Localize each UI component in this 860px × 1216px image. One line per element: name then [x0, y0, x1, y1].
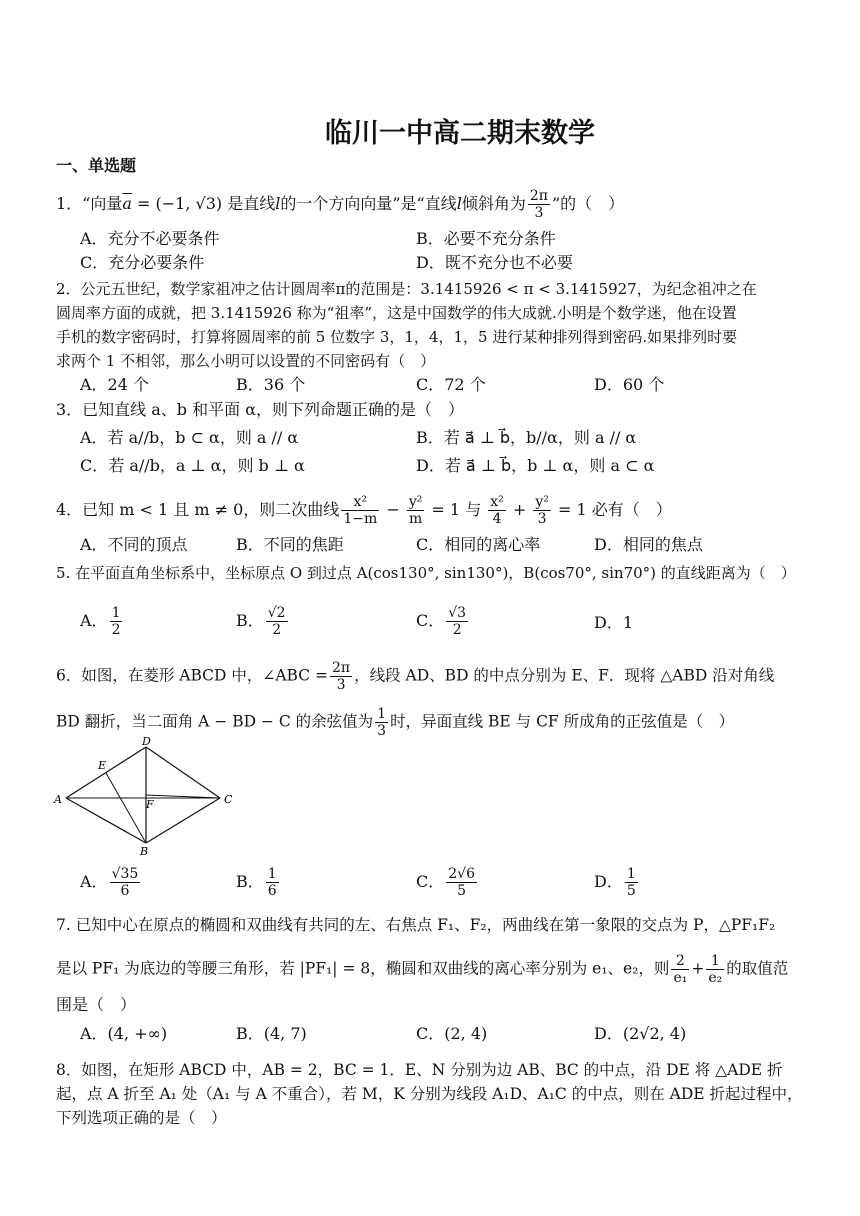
- q7-frac-1: $\frac{2}{\text{e₁}}$: [673, 953, 688, 986]
- q6-option-b: B． $\frac{1}{6}$: [236, 866, 277, 899]
- q3-stem: 3．已知直线 a、b 和平面 α，则下列命题正确的是（ ）: [56, 400, 465, 419]
- edge-dc: [146, 747, 220, 798]
- q6-line2-pre: BD 翻折，当二面角 A − BD − C 的余弦值为: [56, 712, 374, 731]
- q1-eq: = (−1, √3) 是直线: [131, 194, 276, 213]
- q1-option-d: D．既不充分也不必要: [416, 253, 573, 272]
- q1-option-b: B．必要不充分条件: [416, 229, 556, 248]
- q7-line-2: [56, 953, 788, 986]
- q6-line2-post: 时，异面直线 BE 与 CF 所成角的正弦值是（ ）: [390, 712, 735, 731]
- q2-line-2: 圆周率方面的成就，把 3.1415926 称为“祖率”，这是中国数学的伟大成就.小明是个数学迷，他在设置: [56, 304, 737, 322]
- q7-line-3: 围是（ ）: [56, 995, 137, 1014]
- q8-line-3: 下列选项正确的是（ ）: [56, 1109, 227, 1127]
- q4-frac-4: $\frac{\text{y²}}{3}$: [535, 494, 549, 527]
- q1-line-l-2: l: [456, 194, 462, 213]
- q6-option-a: A． $\frac{√35}{6}$: [80, 866, 139, 899]
- q2-option-d: D．60 个: [594, 375, 665, 394]
- label-d: D: [142, 735, 151, 748]
- q2-option-b: B．36 个: [236, 375, 306, 394]
- rhombus-figure: [50, 735, 250, 860]
- q6-post: ，线段 AD、BD 的中点分别为 E、F．现将 △ABD 沿对角线: [354, 666, 775, 685]
- q2-option-c: C．72 个: [416, 375, 486, 394]
- label-f: F: [146, 798, 154, 811]
- q4-post: = 1 必有（ ）: [552, 500, 672, 519]
- q8-line-2: 起，点 A 折至 A₁ 处（A₁ 与 A 不重合），若 M，K 分别为线段 A₁D、A₁C 的中点，则在 ADE 折起过程中，: [56, 1085, 803, 1103]
- q7-line2-pre: 是以 PF₁ 为底边的等腰三角形，若 |PF₁| = 8，椭圆和双曲线的离心率分别为 e₁、e₂，则: [56, 959, 670, 978]
- q4-plus: +: [507, 500, 532, 519]
- q5-option-b: B． $\frac{√2}{2}$: [236, 605, 286, 638]
- q7-line2-post: 的取值范: [726, 959, 789, 978]
- q4-stem: [56, 494, 672, 527]
- page-title: 临川一中高二期末数学: [325, 118, 595, 149]
- q7-option-c: C．(2, 4): [416, 1024, 488, 1043]
- q6-option-d: D． $\frac{1}{5}$: [594, 866, 636, 899]
- q7-line-1: 7. 已知中心在原点的椭圆和双曲线有共同的左、右焦点 F₁、F₂，两曲线在第一象限的交点为 P，△PF₁F₂: [56, 916, 776, 934]
- q8-line-1: 8．如图，在矩形 ABCD 中，AB = 2，BC = 1．E、N 分别为边 AB、BC 的中点，沿 DE 将 △ADE 折: [56, 1061, 783, 1079]
- q1-option-a: A．充分不必要条件: [80, 229, 220, 248]
- q1-line-l: l: [275, 194, 281, 213]
- q6-pre: 6．如图，在菱形 ABCD 中，∠ABC =: [56, 666, 329, 685]
- q7-option-d: D．(2√2, 4): [594, 1024, 687, 1043]
- label-c: C: [224, 793, 233, 806]
- label-b: B: [140, 845, 149, 858]
- q6-frac: $\frac{2\pi}{3}$: [332, 660, 351, 693]
- q2-line-3: 手机的数字密码时，打算将圆周率的前 5 位数字 3，1，4，1，5 进行某种排列得到密码.如果排列时要: [56, 328, 738, 346]
- label-e: E: [98, 759, 107, 772]
- q6-stem-line-1: [56, 660, 774, 693]
- q3-option-c: C．若 a//b，a ⊥ α，则 b ⊥ α: [80, 456, 305, 475]
- q3-option-b: B．若 a⃗ ⊥ b⃗，b//α，则 a // α: [416, 428, 637, 447]
- q5-stem: 5. 在平面直角坐标系中，坐标原点 O 到过点 A(cos130°, sin130°)，B(cos70°, sin70°) 的直线距离为（ ）: [56, 564, 796, 582]
- q4-option-c: C．相同的离心率: [416, 535, 541, 554]
- q5-option-d: D．1: [594, 613, 634, 632]
- q4-pre: 4．已知 m < 1 且 m ≠ 0，则二次曲线: [56, 500, 340, 519]
- q3-option-a: A．若 a//b，b ⊂ α，则 a // α: [80, 428, 299, 447]
- section-heading: 一、单选题: [56, 156, 137, 175]
- q1-mid: 的一个方向向量”是“直线: [280, 194, 457, 213]
- q1-option-c: C．充分必要条件: [80, 253, 205, 272]
- question-1-stem: [56, 188, 624, 221]
- q5-option-a: A． $\frac{1}{2}$: [80, 605, 121, 638]
- q1-fraction: $\frac{2\pi}{3}$: [529, 188, 548, 221]
- q1-pre: 1．“向量: [56, 194, 123, 213]
- q1-vector-a: $\overline{a}$: [122, 194, 132, 213]
- q4-option-a: A．不同的顶点: [80, 535, 188, 554]
- q6-option-c: C． $\frac{2√6}{5}$: [416, 866, 475, 899]
- q7-option-a: A．(4, +∞): [80, 1024, 168, 1043]
- q2-option-a: A．24 个: [80, 375, 150, 394]
- q6-frac-2: $\frac{1}{3}$: [377, 706, 387, 739]
- edge-ad: [66, 747, 146, 798]
- q4-frac-3: $\frac{\text{x²}}{4}$: [490, 494, 504, 527]
- q2-line-1: 2．公元五世纪，数学家祖冲之估计圆周率π的范围是：3.1415926 < π < 3.1415927，为纪念祖冲之在: [56, 280, 757, 298]
- q1-post: ”的（ ）: [551, 194, 625, 213]
- q1-mid2: 倾斜角为: [461, 194, 526, 213]
- q2-line-4: 求两个 1 不相邻，那么小明可以设置的不同密码有（ ）: [56, 352, 436, 370]
- label-a: A: [54, 793, 62, 806]
- q7-option-b: B．(4, 7): [236, 1024, 307, 1043]
- q4-frac-2: $\frac{\text{y²}}{m}$: [408, 494, 423, 527]
- edge-ba: [66, 798, 146, 843]
- q7-plus: +: [691, 959, 705, 978]
- edge-cb: [146, 798, 220, 843]
- q5-option-c: C． $\frac{√3}{2}$: [416, 605, 467, 638]
- q4-option-d: D．相同的焦点: [594, 535, 703, 554]
- q4-minus: −: [381, 500, 405, 519]
- q4-mid: = 1 与: [426, 500, 487, 519]
- q7-frac-2: $\frac{1}{\text{e₂}}$: [708, 953, 723, 986]
- q4-frac-1: $\frac{\text{x²}}{1-m}$: [343, 494, 378, 527]
- q3-option-d: D．若 a⃗ ⊥ b⃗，b ⊥ α，则 a ⊂ α: [416, 456, 655, 475]
- q4-option-b: B．不同的焦距: [236, 535, 344, 554]
- segment-be: [106, 773, 146, 843]
